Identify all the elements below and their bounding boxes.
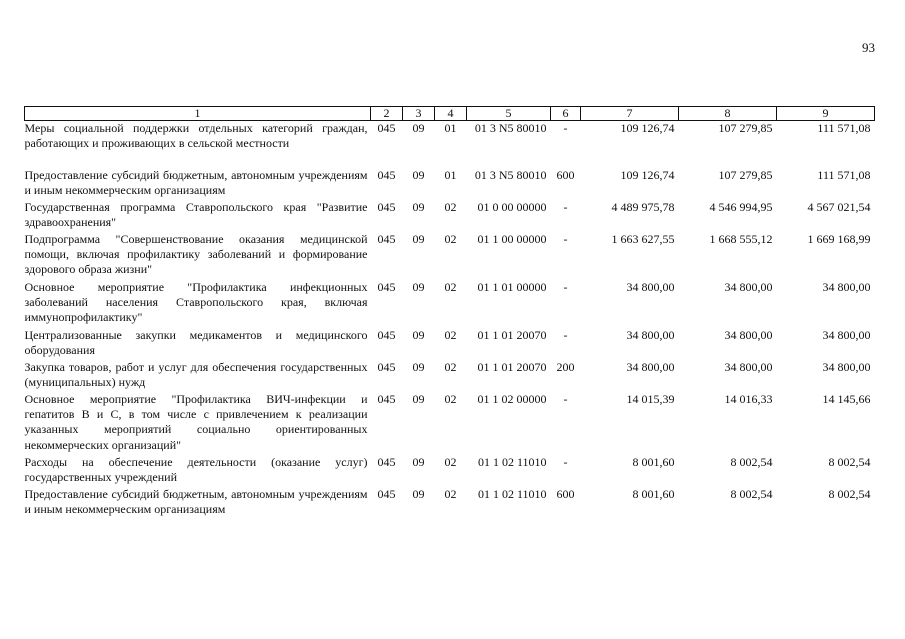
row-ved: 045 [377, 199, 396, 214]
row-vr: - [563, 279, 568, 294]
row-name: Государственная программа Ставропольского края "Развитие здравоохранения" [24, 199, 368, 229]
row-csr: 01 1 00 00000 [477, 231, 547, 246]
column-header-2: 2 [371, 107, 403, 121]
row-rz: 09 [412, 391, 425, 406]
row-vr: 600 [556, 486, 575, 501]
row-pr: 01 [444, 167, 457, 182]
row-rz: 09 [412, 121, 425, 135]
table-row [25, 328, 875, 360]
row-ved: 045 [377, 327, 396, 342]
row-name: Подпрограмма "Совершенствование оказания медицинской помощи, включая профилактику заболеваний и формирование здорового образа жизни" [24, 231, 368, 277]
table-row [25, 280, 875, 328]
row-pr: 02 [444, 454, 457, 469]
row-amount-year1: 34 800,00 [626, 359, 675, 374]
row-amount-year2: 107 279,85 [718, 121, 773, 135]
row-csr: 01 0 00 00000 [477, 199, 547, 214]
row-amount-year2: 14 016,33 [724, 391, 773, 406]
row-name: Предоставление субсидий бюджетным, автономным учреждениям и иным некоммерческим организациям [24, 486, 368, 516]
row-vr: 600 [556, 167, 575, 182]
row-ved: 045 [377, 454, 396, 469]
row-amount-year1: 8 001,60 [632, 486, 675, 501]
row-amount-year3: 111 571,08 [817, 121, 871, 135]
row-rz: 09 [412, 454, 425, 469]
row-amount-year3: 8 002,54 [828, 486, 871, 501]
table-row [25, 121, 875, 168]
budget-table [24, 106, 875, 519]
table-row [25, 360, 875, 392]
row-amount-year1: 4 489 975,78 [611, 199, 675, 214]
table-row [25, 200, 875, 232]
row-amount-year1: 1 663 627,55 [611, 231, 675, 246]
row-amount-year1: 34 800,00 [626, 279, 675, 294]
row-rz: 09 [412, 486, 425, 501]
column-header-8: 8 [679, 107, 777, 121]
table-header [25, 107, 875, 121]
row-ved: 045 [377, 167, 396, 182]
row-vr: 200 [556, 359, 575, 374]
row-csr: 01 1 02 11010 [477, 454, 547, 469]
row-ved: 045 [377, 359, 396, 374]
row-vr: - [563, 231, 568, 246]
row-name: Предоставление субсидий бюджетным, автономным учреждениям и иным некоммерческим организациям [24, 167, 368, 197]
row-vr: - [563, 121, 568, 135]
row-ved: 045 [377, 391, 396, 406]
row-pr: 02 [444, 359, 457, 374]
row-pr: 02 [444, 327, 457, 342]
row-vr: - [563, 391, 568, 406]
row-ved: 045 [377, 121, 396, 135]
row-amount-year1: 109 126,74 [620, 167, 675, 182]
row-amount-year2: 107 279,85 [718, 167, 773, 182]
row-amount-year1: 34 800,00 [626, 327, 675, 342]
column-header-4: 4 [435, 107, 467, 121]
row-name: Основное мероприятие "Профилактика ВИЧ-инфекции и гепатитов В и С, в том числе с привлечением к реализации указанных мероприятий социально ориентированных некоммерческих организаций" [24, 391, 368, 452]
row-amount-year3: 34 800,00 [822, 279, 871, 294]
row-csr: 01 1 01 00000 [477, 279, 547, 294]
row-amount-year2: 34 800,00 [724, 279, 773, 294]
row-csr: 01 1 01 20070 [477, 359, 547, 374]
row-ved: 045 [377, 231, 396, 246]
row-rz: 09 [412, 231, 425, 246]
row-ved: 045 [377, 486, 396, 501]
table-row [25, 455, 875, 487]
row-csr: 01 3 N5 80010 [474, 167, 547, 182]
row-pr: 02 [444, 391, 457, 406]
row-csr: 01 1 01 20070 [477, 327, 547, 342]
row-vr: - [563, 199, 568, 214]
row-pr: 02 [444, 231, 457, 246]
row-pr: 01 [444, 121, 457, 135]
row-rz: 09 [412, 199, 425, 214]
row-amount-year2: 8 002,54 [730, 454, 773, 469]
row-amount-year2: 4 546 994,95 [709, 199, 773, 214]
row-amount-year1: 109 126,74 [620, 121, 675, 135]
row-amount-year2: 34 800,00 [724, 327, 773, 342]
table-row [25, 232, 875, 280]
row-csr: 01 3 N5 80010 [474, 121, 547, 135]
row-name: Централизованные закупки медикаментов и медицинского оборудования [24, 327, 368, 357]
row-vr: - [563, 327, 568, 342]
row-pr: 02 [444, 279, 457, 294]
table-row [25, 168, 875, 200]
column-header-5: 5 [467, 107, 551, 121]
row-csr: 01 1 02 11010 [477, 486, 547, 501]
row-name: Расходы на обеспечение деятельности (оказание услуг) государственных учреждений [24, 454, 368, 484]
column-header-7: 7 [581, 107, 679, 121]
row-rz: 09 [412, 279, 425, 294]
row-name: Основное мероприятие "Профилактика инфекционных заболеваний населения Ставропольского края, включая иммунопрофилактику" [24, 279, 368, 325]
page-number: 93 [862, 40, 875, 55]
row-amount-year3: 1 669 168,99 [807, 231, 871, 246]
row-csr: 01 1 02 00000 [477, 391, 547, 406]
row-amount-year3: 34 800,00 [822, 359, 871, 374]
row-amount-year1: 8 001,60 [632, 454, 675, 469]
row-amount-year3: 111 571,08 [817, 167, 871, 182]
row-ved: 045 [377, 279, 396, 294]
row-rz: 09 [412, 327, 425, 342]
row-amount-year1: 14 015,39 [626, 391, 675, 406]
row-amount-year3: 4 567 021,54 [807, 199, 871, 214]
row-amount-year3: 14 145,66 [822, 391, 871, 406]
row-pr: 02 [444, 486, 457, 501]
table-body [25, 121, 875, 519]
row-amount-year3: 34 800,00 [822, 327, 871, 342]
column-header-9: 9 [777, 107, 875, 121]
row-amount-year2: 8 002,54 [730, 486, 773, 501]
row-vr: - [563, 454, 568, 469]
row-pr: 02 [444, 199, 457, 214]
row-name: Закупка товаров, работ и услуг для обеспечения государственных (муниципальных) нужд [24, 359, 368, 389]
row-amount-year3: 8 002,54 [828, 454, 871, 469]
column-header-3: 3 [403, 107, 435, 121]
row-amount-year2: 34 800,00 [724, 359, 773, 374]
table-row [25, 392, 875, 455]
row-name: Меры социальной поддержки отдельных категорий граждан, работающих и проживающих в сельской местности [24, 121, 368, 151]
row-rz: 09 [412, 167, 425, 182]
table-row [25, 487, 875, 519]
row-rz: 09 [412, 359, 425, 374]
column-number-row [25, 107, 875, 121]
column-header-6: 6 [551, 107, 581, 121]
row-amount-year2: 1 668 555,12 [709, 231, 773, 246]
column-header-1: 1 [25, 107, 371, 121]
